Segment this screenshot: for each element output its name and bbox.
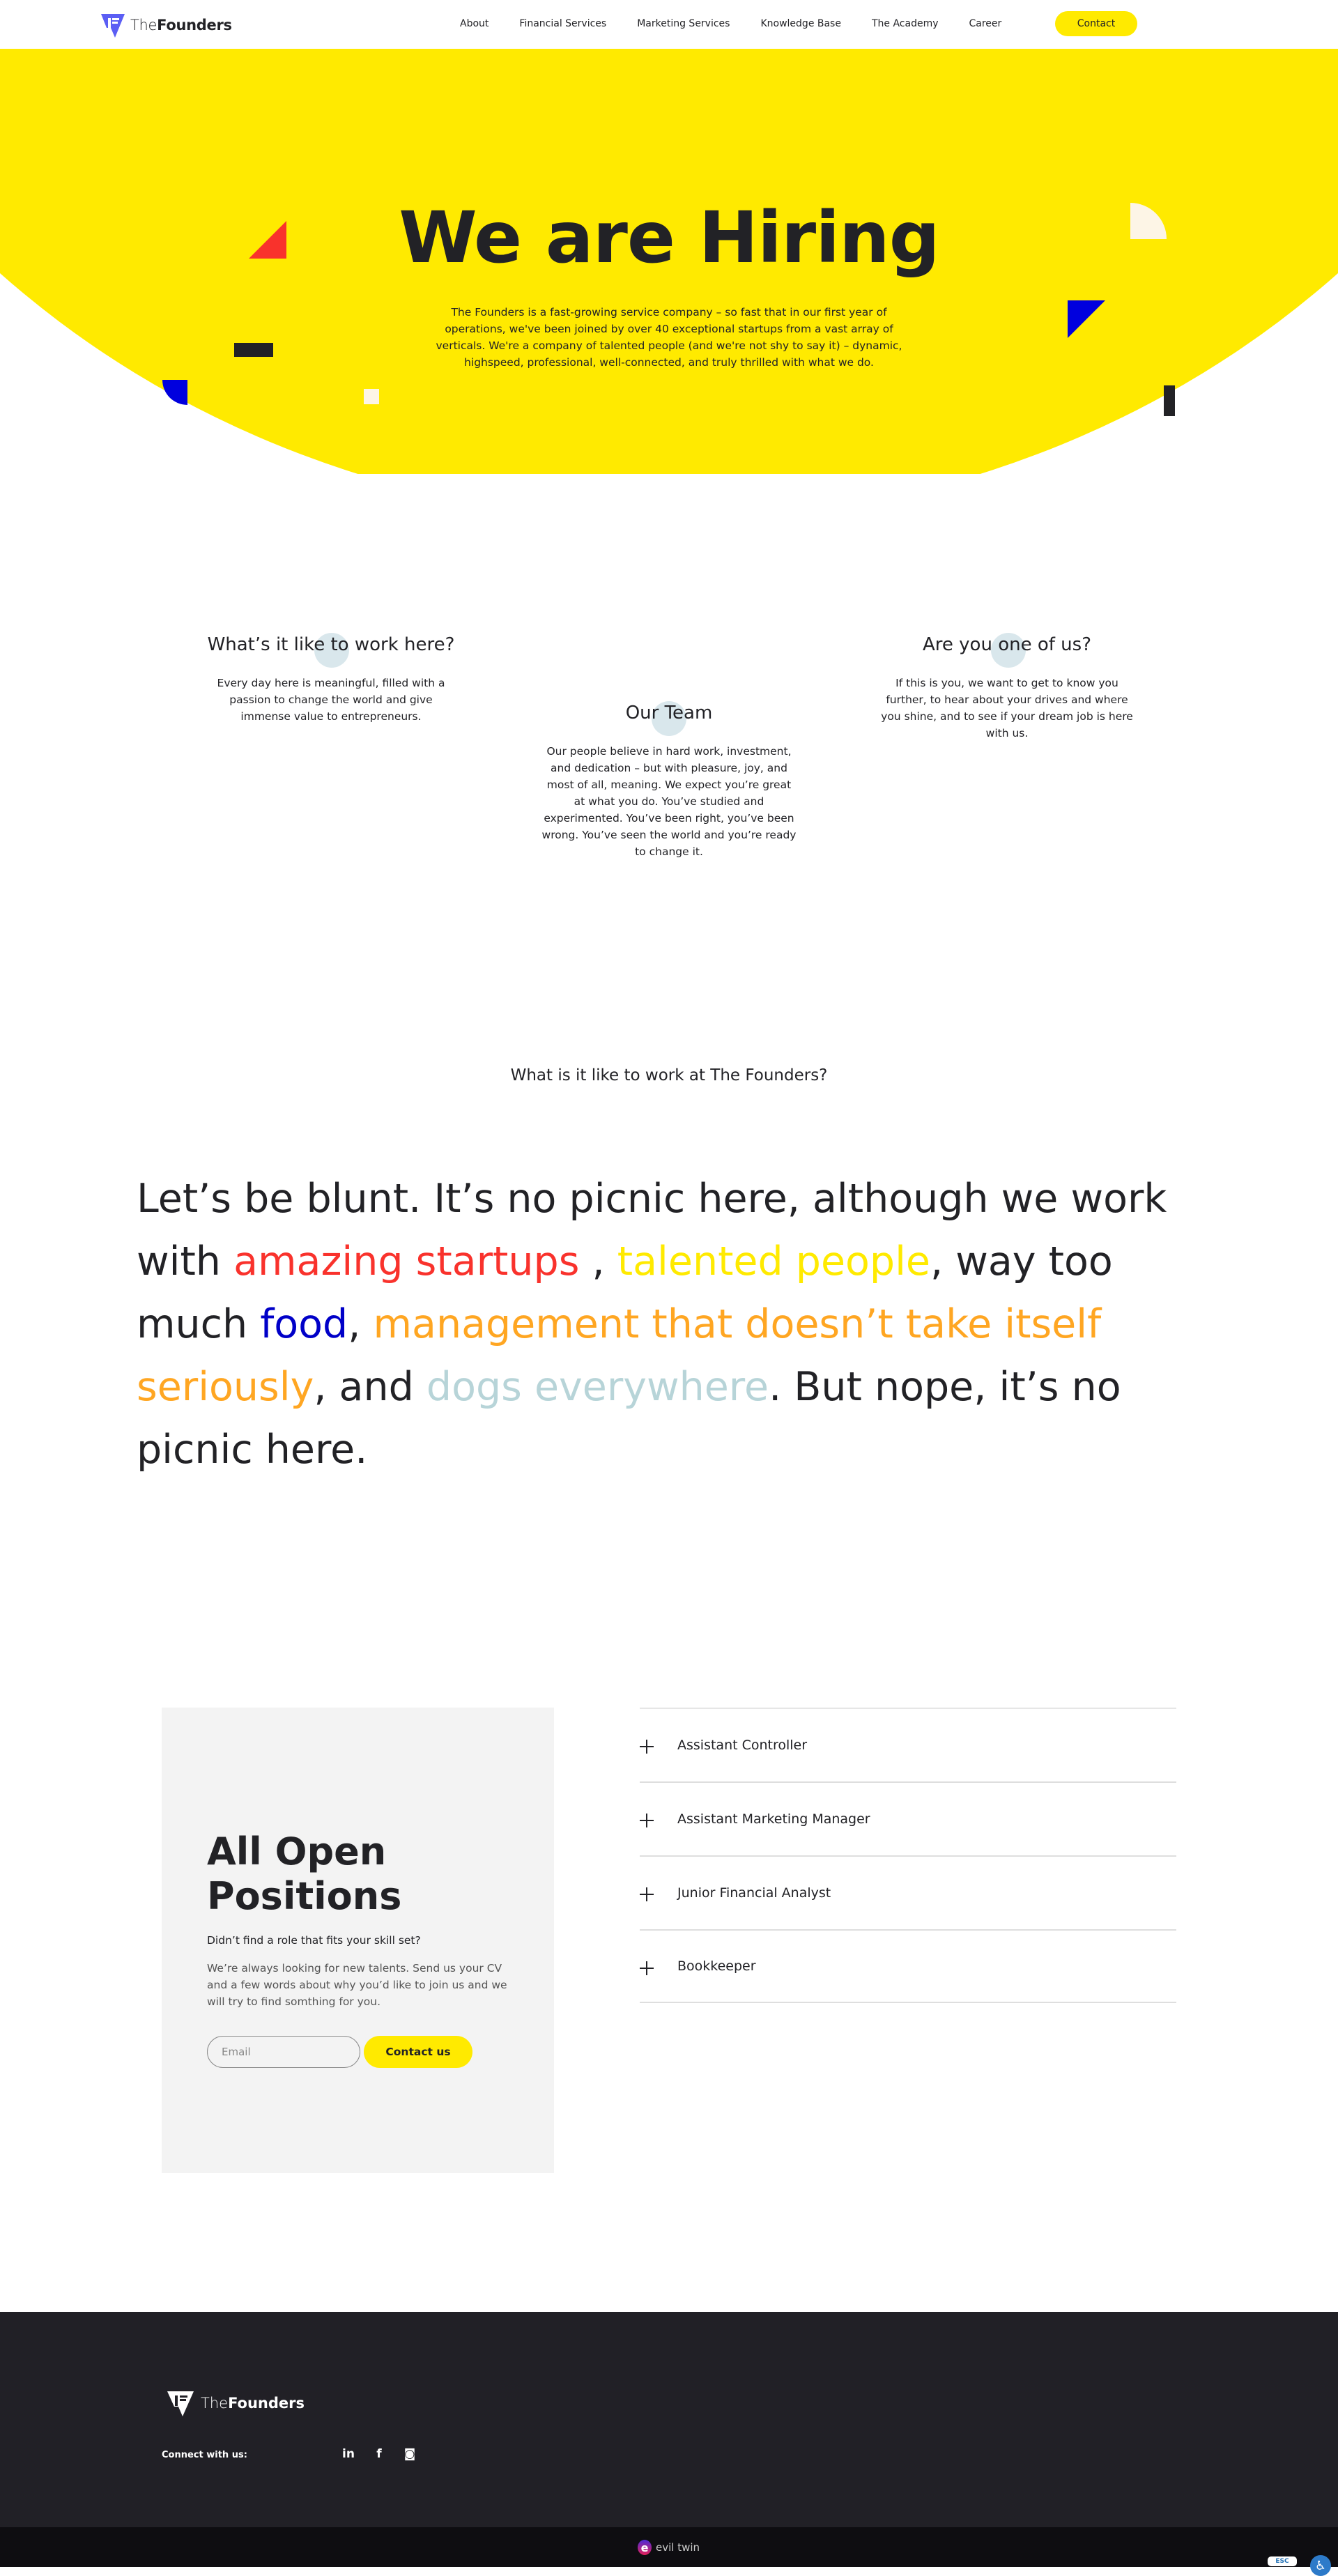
nav-about[interactable]: About	[460, 18, 489, 29]
plus-icon[interactable]	[640, 1814, 654, 1827]
job-list	[640, 1708, 1176, 2003]
email-input[interactable]	[207, 2036, 360, 2068]
instagram-icon[interactable]: ◙	[403, 2447, 416, 2461]
section-subtitle: What is it like to work at The Founders?	[510, 1066, 828, 1084]
plus-icon[interactable]	[640, 1740, 654, 1754]
founders-logo-icon	[100, 13, 126, 38]
bottom-bar	[0, 2527, 1338, 2573]
nav-the-academy[interactable]: The Academy	[871, 18, 939, 29]
main-menu	[460, 11, 1032, 36]
plus-icon[interactable]	[640, 1961, 654, 1975]
positions-question: Didn’t find a role that fits your skill set?	[207, 1934, 421, 1947]
feature-title: What’s it like to work here?	[207, 634, 455, 655]
logo[interactable]	[100, 13, 232, 38]
job-title: Assistant Controller	[677, 1738, 808, 1753]
dark-vertical-bar-shape	[1164, 385, 1175, 416]
job-item-assistant-controller[interactable]	[640, 1708, 1176, 1781]
highlight-food: food	[260, 1301, 348, 1347]
esc-button[interactable]: ESC	[1268, 2556, 1297, 2566]
job-item-junior-financial-analyst[interactable]	[640, 1855, 1176, 1929]
blunt-statement: Let’s be blunt. It’s no picnic here, although we work with amazing startups , talented people, way too much food, management that doesn’t take itself seriously, and dogs everywhere. But nope, it’s no picnic here.	[137, 1176, 1167, 1473]
job-title: Assistant Marketing Manager	[677, 1811, 870, 1827]
job-title: Bookkeeper	[677, 1958, 756, 1974]
footer-logo-text: TheFounders	[201, 2395, 305, 2412]
feature-work-here	[206, 634, 456, 725]
footer	[0, 2312, 1338, 2527]
hero-section	[0, 49, 1338, 474]
job-title: Junior Financial Analyst	[677, 1885, 831, 1901]
positions-description: We’re always looking for new talents. Send us your CV and a few words about why you’d like to join us and we will try to find somthing for you.	[207, 1962, 507, 2008]
nav-financial-services[interactable]: Financial Services	[519, 18, 607, 29]
feature-text: Our people believe in hard work, investment, and dedication – but with pleasure, joy, and most of all, meaning. We expect you’re great at what you do. You’ve studied and experimented. You’ve been right, you’ve been wrong. You’ve seen the world and you’re ready to change it.	[541, 745, 797, 858]
founders-logo-icon	[166, 2390, 195, 2416]
credit-text: evil twin	[656, 2541, 700, 2554]
nav-knowledge-base[interactable]: Knowledge Base	[760, 18, 841, 29]
top-nav	[0, 0, 1338, 49]
hero-description: The Founders is a fast-growing service company – so fast that in our first year of operations, we've been joined by over 40 exceptional startups from a vast array of verticals. We're a company of talented people (and we're not shy to say it) – dynamic, highspeed, professional, well-connected, and truly thrilled with what we do.	[436, 306, 902, 369]
logo-text: TheFounders	[130, 17, 232, 33]
feature-our-team	[540, 703, 798, 860]
positions-title: All Open Positions	[207, 1830, 402, 1918]
nav-career[interactable]: Career	[969, 18, 1002, 29]
linkedin-icon[interactable]: in	[342, 2447, 355, 2461]
facebook-icon[interactable]: f	[376, 2447, 382, 2461]
highlight-amazing-startups: amazing startups	[233, 1239, 580, 1285]
dark-bar-shape	[234, 343, 273, 357]
feature-title: Our Team	[625, 703, 713, 723]
contact-us-button[interactable]: Contact us	[364, 2036, 472, 2068]
feature-title: Are you one of us?	[923, 634, 1091, 655]
hero-title: We are Hiring	[399, 197, 939, 279]
blue-quarter-shape	[162, 380, 187, 405]
plus-icon[interactable]	[640, 1887, 654, 1901]
job-item-bookkeeper[interactable]	[640, 1929, 1176, 2003]
feature-one-of-us	[875, 634, 1139, 742]
connect-label: Connect with us:	[162, 2450, 247, 2460]
feature-text: Every day here is meaningful, filled with a passion to change the world and give immense value to entrepreneurs.	[217, 677, 445, 723]
contact-button[interactable]: Contact	[1055, 11, 1137, 36]
nav-marketing-services[interactable]: Marketing Services	[637, 18, 730, 29]
accessibility-icon[interactable]: ♿	[1310, 2555, 1331, 2576]
highlight-dogs: dogs everywhere	[426, 1364, 769, 1410]
evil-twin-logo-icon: e	[638, 2540, 652, 2555]
highlight-talented-people: talented people	[617, 1239, 931, 1285]
open-positions-panel	[162, 1708, 554, 2173]
feature-text: If this is you, we want to get to know you further, to hear about your drives and where you shine, and to see if your dream job is here with us.	[881, 677, 1133, 739]
highlight-management: management that doesn’t take itself seriously	[137, 1301, 1102, 1410]
job-item-assistant-marketing-manager[interactable]	[640, 1781, 1176, 1855]
social-links	[341, 2447, 417, 2461]
evil-twin-credit[interactable]	[638, 2540, 700, 2555]
cream-square-shape	[364, 389, 379, 404]
footer-logo[interactable]	[166, 2390, 305, 2416]
